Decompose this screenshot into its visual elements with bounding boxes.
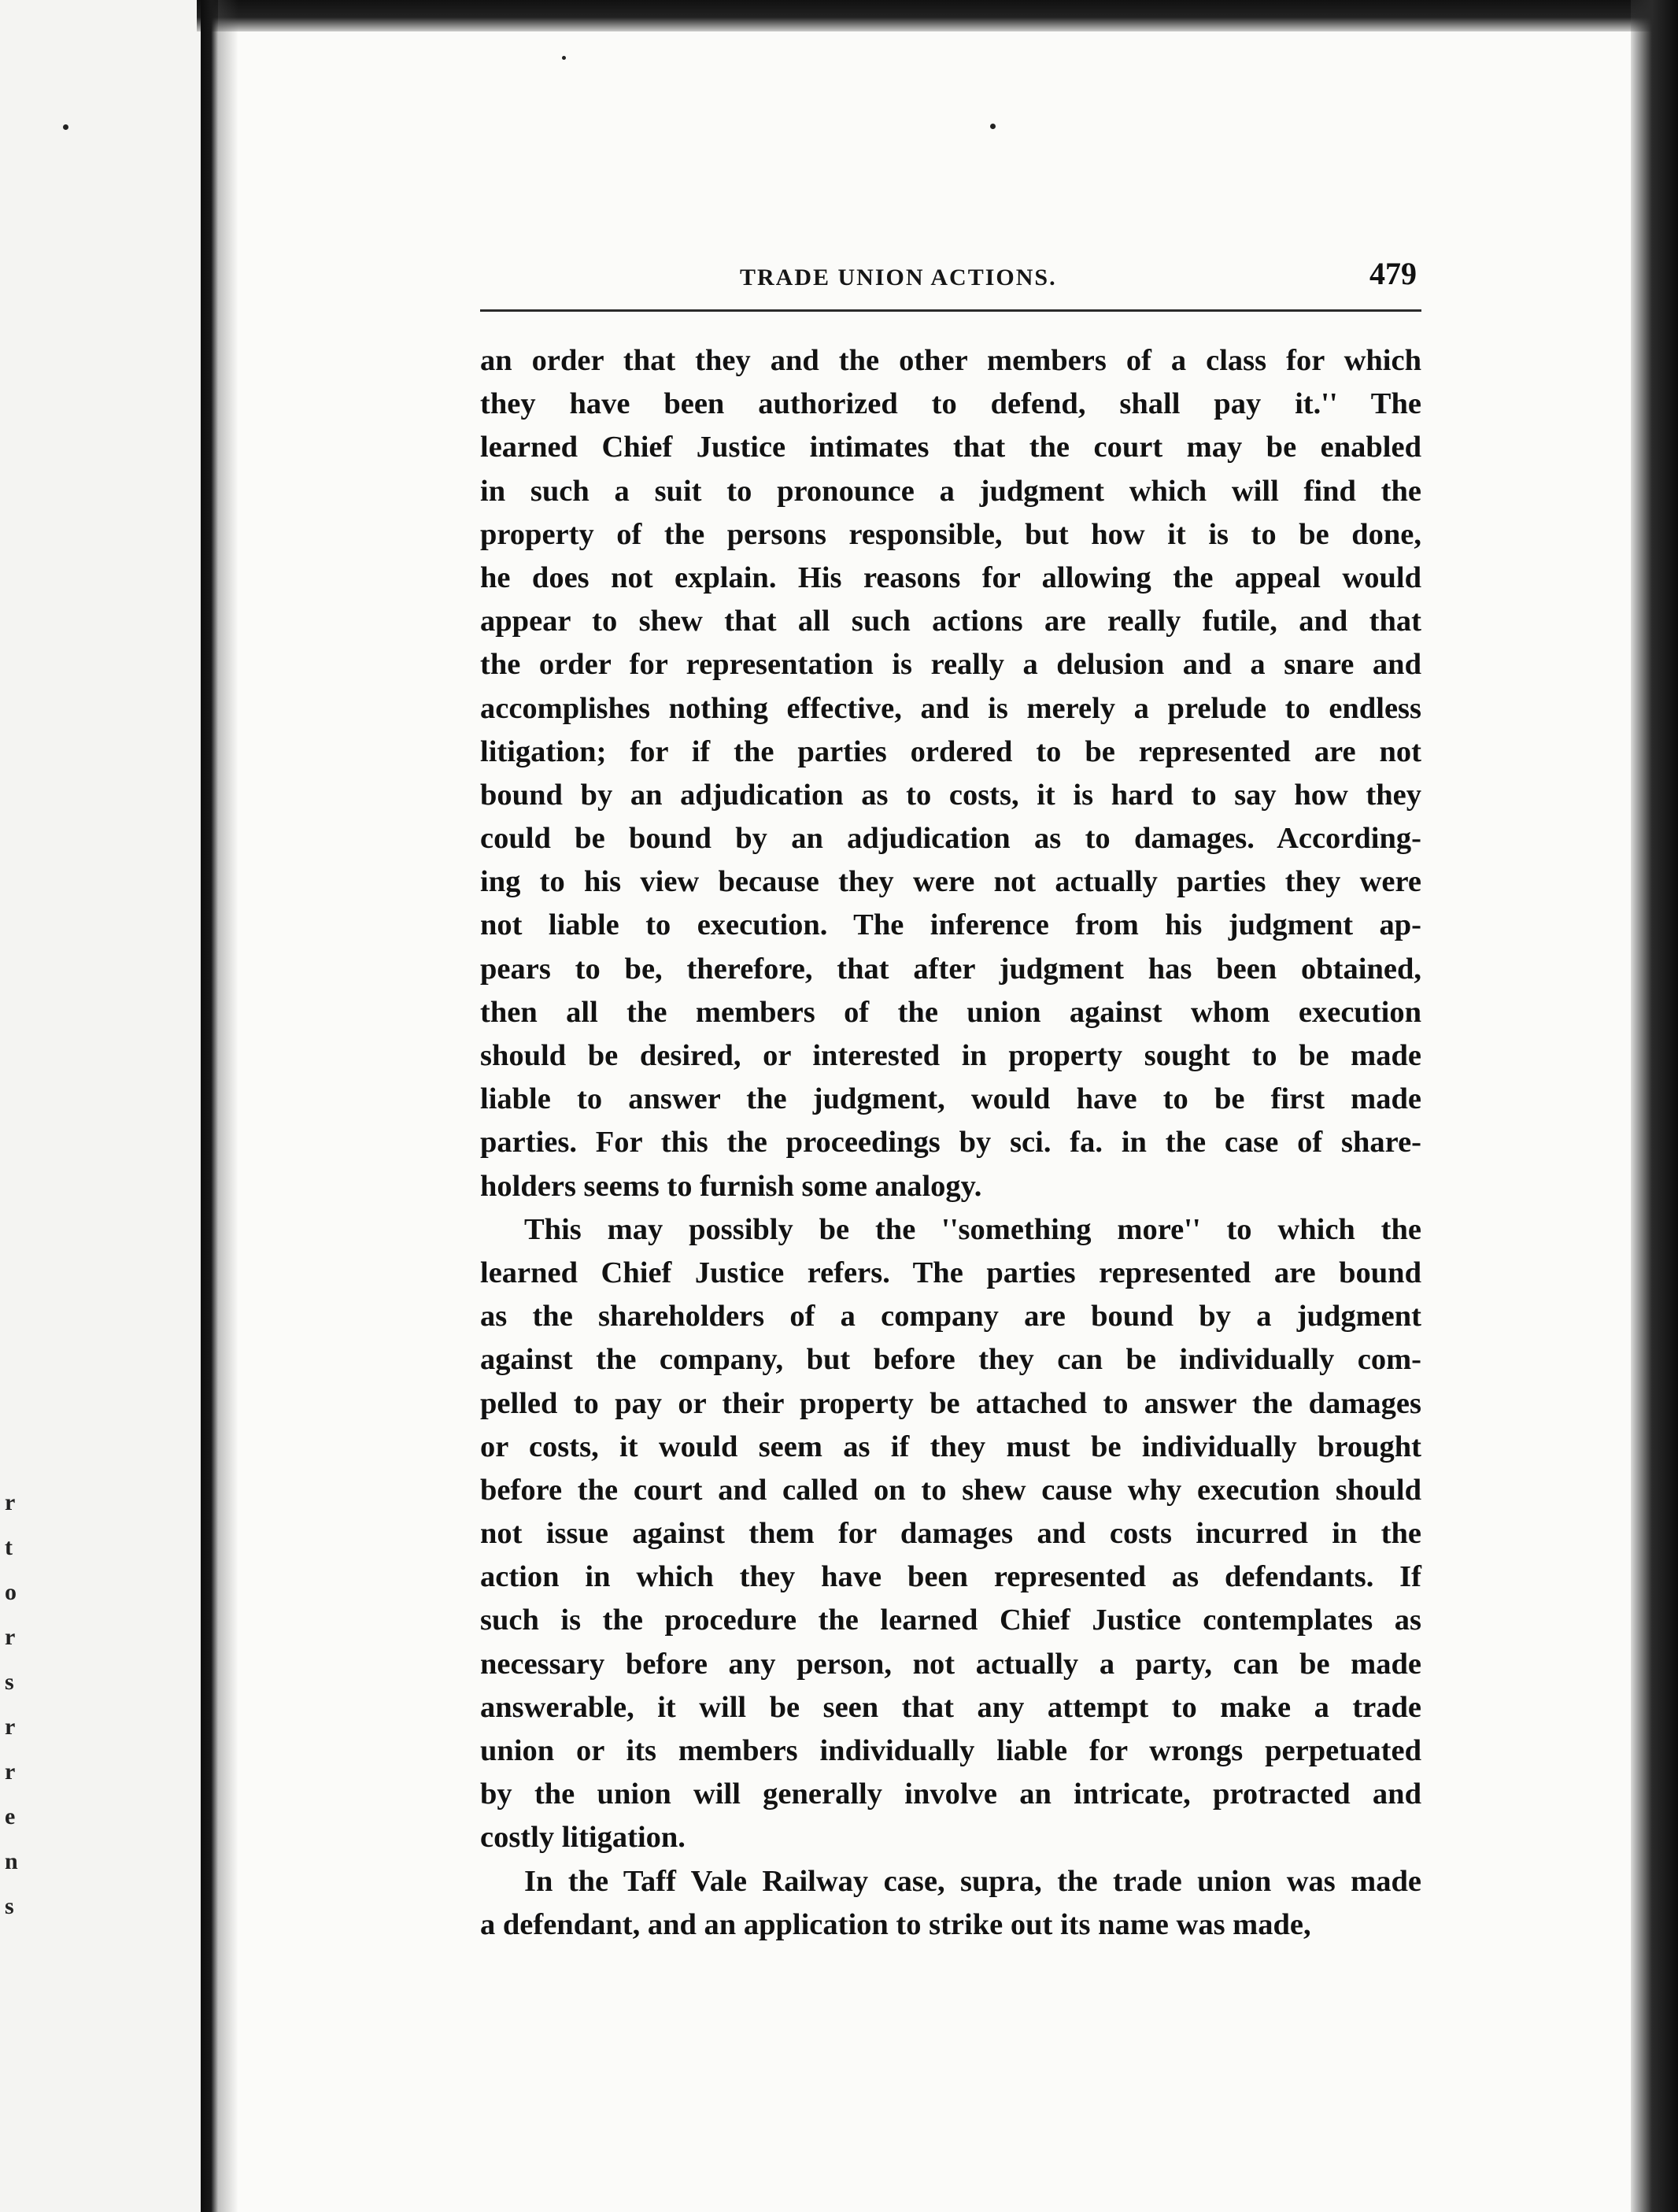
text-line: This may possibly be the ''something more'' to which the bbox=[524, 1212, 1421, 1246]
text-line: they have been authorized to defend, shall pay it.'' The bbox=[480, 387, 1421, 421]
text-line: by the union will generally involve an intricate, protracted and bbox=[480, 1777, 1421, 1811]
facing-page-fragment: r bbox=[5, 1714, 16, 1740]
text-line: before the court and called on to shew cause why execution should bbox=[480, 1473, 1421, 1507]
facing-page-fragment: r bbox=[5, 1759, 16, 1785]
text-line: In the Taff Vale Railway case, supra, the trade union was made bbox=[524, 1864, 1421, 1898]
text-line: answerable, it will be seen that any attempt to make a trade bbox=[480, 1690, 1421, 1724]
text-line: the order for representation is really a delusion and a snare and bbox=[480, 648, 1421, 682]
text-line: in such a suit to pronounce a judgment which will find the bbox=[480, 474, 1421, 508]
scan-speck bbox=[562, 56, 566, 60]
text-line: learned Chief Justice intimates that the court may be enabled bbox=[480, 431, 1421, 464]
running-head-title: TRADE UNION ACTIONS. bbox=[740, 264, 1057, 290]
facing-page-fragment: s bbox=[5, 1893, 14, 1919]
facing-page-fragment: r bbox=[5, 1624, 16, 1650]
facing-page-fragment: r bbox=[5, 1489, 16, 1515]
facing-page-fragment: e bbox=[5, 1803, 16, 1829]
text-line: should be desired, or interested in property sought to be made bbox=[480, 1039, 1421, 1072]
facing-page-fragment: t bbox=[5, 1534, 13, 1560]
text-line: parties. For this the proceedings by sci. fa. in the case of share- bbox=[480, 1126, 1421, 1160]
text-line: necessary before any person, not actually a party, can be made bbox=[480, 1647, 1421, 1681]
page-number: 479 bbox=[1369, 256, 1417, 291]
text-line: action in which they have been represented as defendants. If bbox=[480, 1560, 1421, 1594]
running-head bbox=[480, 253, 1425, 301]
text-line: he does not explain. His reasons for allowing the appeal would bbox=[480, 560, 1421, 594]
header-rule bbox=[480, 309, 1421, 312]
paragraph bbox=[480, 339, 1421, 1208]
text-line: property of the persons responsible, but how it is to be done, bbox=[480, 517, 1421, 551]
scan-speck bbox=[63, 124, 68, 130]
book-gutter-shadow bbox=[201, 0, 218, 2212]
text-line: learned Chief Justice refers. The parties represented are bound bbox=[480, 1256, 1421, 1289]
body-text bbox=[480, 339, 1421, 1947]
text-line: pelled to pay or their property be attached to answer the damages bbox=[480, 1386, 1421, 1420]
text-line: could be bound by an adjudication as to damages. According- bbox=[480, 822, 1421, 856]
facing-page-text-fragments bbox=[5, 1480, 36, 1929]
text-line: bound by an adjudication as to costs, it is hard to say how they bbox=[480, 778, 1421, 812]
text-line: liable to answer the judgment, would have to be first made bbox=[480, 1082, 1421, 1116]
text-line: not liable to execution. The inference from his judgment ap- bbox=[480, 908, 1421, 942]
text-line: costly litigation. bbox=[480, 1821, 686, 1855]
scan-speck bbox=[990, 124, 996, 129]
text-line: as the shareholders of a company are bound by a judgment bbox=[480, 1300, 1421, 1333]
text-line: union or its members individually liable for wrongs perpetuated bbox=[480, 1734, 1421, 1767]
text-line: accomplishes nothing effective, and is merely a prelude to endless bbox=[480, 691, 1421, 725]
facing-page-fragment: o bbox=[5, 1579, 17, 1605]
text-line: against the company, but before they can be individually com- bbox=[480, 1343, 1421, 1377]
scan-border-right bbox=[1631, 0, 1678, 2212]
facing-page-edge bbox=[0, 0, 201, 2212]
text-line: such is the procedure the learned Chief Justice contemplates as bbox=[480, 1604, 1421, 1637]
text-line: pears to be, therefore, that after judgment has been obtained, bbox=[480, 952, 1421, 986]
facing-page-fragment: n bbox=[5, 1848, 18, 1874]
scan-border-top bbox=[197, 0, 1678, 31]
paragraph bbox=[480, 1860, 1421, 1947]
text-line: a defendant, and an application to strike out its name was made, bbox=[480, 1907, 1311, 1941]
text-line: not issue against them for damages and costs incurred in the bbox=[480, 1517, 1421, 1551]
text-line: litigation; for if the parties ordered to be represented are not bbox=[480, 734, 1421, 768]
text-line: appear to shew that all such actions are really futile, and that bbox=[480, 605, 1421, 638]
text-line: ing to his view because they were not actually parties they were bbox=[480, 865, 1421, 899]
text-line: or costs, it would seem as if they must be individually brought bbox=[480, 1430, 1421, 1463]
text-line: holders seems to furnish some analogy. bbox=[480, 1169, 982, 1203]
text-line: then all the members of the union against whom execution bbox=[480, 995, 1421, 1029]
gutter-fade bbox=[218, 0, 238, 2212]
facing-page-fragment: s bbox=[5, 1669, 14, 1695]
text-line: an order that they and the other members of a class for which bbox=[480, 344, 1421, 377]
paragraph bbox=[480, 1208, 1421, 1860]
